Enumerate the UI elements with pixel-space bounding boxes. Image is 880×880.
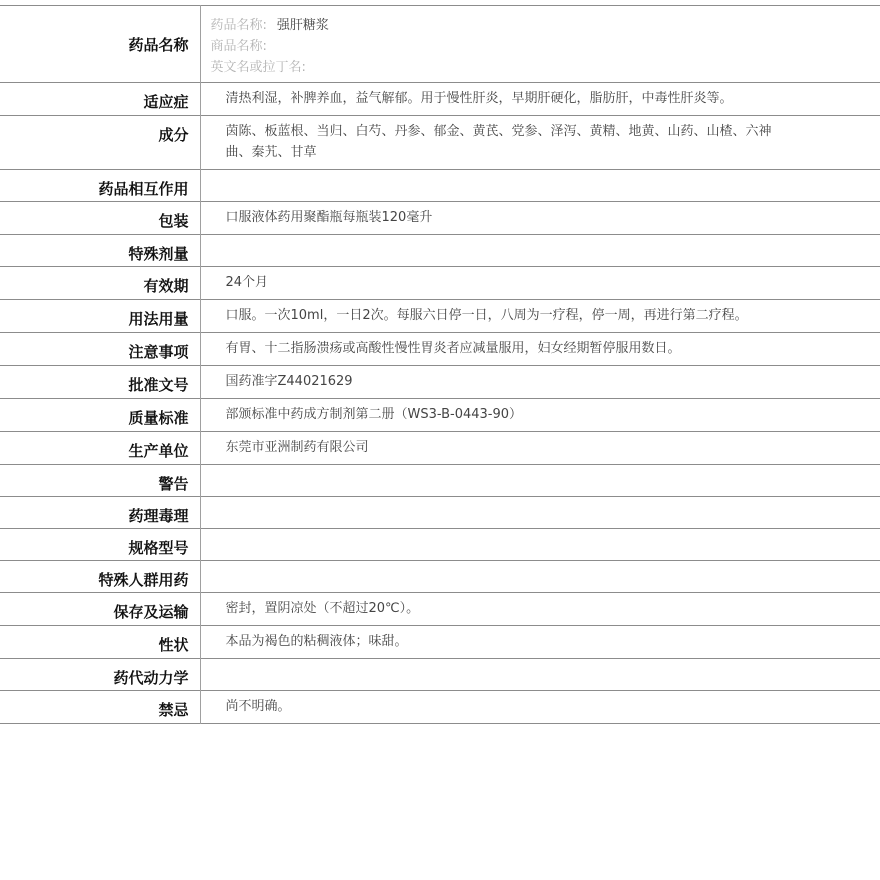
generic-name-label: 药品名称: [210, 18, 267, 33]
info-row-label: 成分 [0, 116, 200, 170]
info-row [0, 399, 880, 432]
info-row-label: 注意事项 [0, 333, 200, 366]
info-row-label: 特殊人群用药 [0, 561, 200, 593]
info-row-value: 口服。一次10ml，一日2次。每服六日停一日，八周为一疗程，停一周，再进行第二疗程。 [225, 308, 748, 323]
drug-name-header: 药品名称 [0, 6, 200, 83]
info-row-value: 尚不明确。 [225, 699, 291, 714]
info-row-value [200, 529, 880, 561]
info-row-label: 特殊剂量 [0, 235, 200, 267]
info-row-value [200, 561, 880, 593]
info-row-value [200, 659, 880, 691]
info-row-label: 规格型号 [0, 529, 200, 561]
latin-name-line [211, 57, 880, 78]
info-row [0, 465, 880, 497]
info-row-label: 适应症 [0, 83, 200, 116]
info-row [0, 659, 880, 691]
info-row [0, 202, 880, 235]
info-row [0, 300, 880, 333]
info-row [0, 83, 880, 116]
info-row-label: 药理毒理 [0, 497, 200, 529]
info-row-label: 包装 [0, 202, 200, 235]
info-row-label: 有效期 [0, 267, 200, 300]
info-row [0, 497, 880, 529]
info-row-label: 质量标准 [0, 399, 200, 432]
info-row [0, 333, 880, 366]
info-row [0, 170, 880, 202]
info-row-label: 批准文号 [0, 366, 200, 399]
info-row-label: 禁忌 [0, 691, 200, 724]
info-row [0, 561, 880, 593]
info-row-value: 本品为褐色的粘稠液体；味甜。 [225, 634, 408, 649]
info-row-value: 茵陈、板蓝根、当归、白芍、丹参、郁金、黄芪、党参、泽泻、黄精、地黄、山药、山楂、六神曲、秦艽、甘草 [225, 124, 772, 160]
info-row-value [200, 170, 880, 202]
info-row [0, 267, 880, 300]
info-row-label: 用法用量 [0, 300, 200, 333]
info-row [0, 432, 880, 465]
info-row-label: 药品相互作用 [0, 170, 200, 202]
info-row-label: 性状 [0, 626, 200, 659]
info-row-value [200, 465, 880, 497]
info-row [0, 235, 880, 267]
trade-name-label: 商品名称: [210, 39, 267, 54]
info-row [0, 626, 880, 659]
info-row-value: 有胃、十二指肠溃疡或高酸性慢性胃炎者应减量服用，妇女经期暂停服用数日。 [225, 341, 681, 356]
info-row-value: 东莞市亚洲制药有限公司 [225, 440, 369, 455]
info-row-label: 警告 [0, 465, 200, 497]
info-row-value: 口服液体药用聚酯瓶每瓶装120毫升 [225, 210, 433, 225]
info-row [0, 593, 880, 626]
info-row-value: 密封，置阴凉处（不超过20℃）。 [225, 601, 420, 616]
info-row-value: 24个月 [225, 275, 269, 290]
info-row-label: 生产单位 [0, 432, 200, 465]
info-row-label: 保存及运输 [0, 593, 200, 626]
generic-name-value: 强肝糖浆 [276, 18, 329, 33]
info-row [0, 366, 880, 399]
drug-name-details [200, 6, 880, 83]
info-row [0, 529, 880, 561]
info-row-value: 国药准字Z44021629 [225, 374, 353, 389]
info-row [0, 116, 880, 170]
latin-name-label: 英文名或拉丁名: [210, 60, 306, 75]
drug-info-table-body [0, 6, 880, 724]
info-row-value [200, 235, 880, 267]
info-row-value: 清热利湿，补脾养血，益气解郁。用于慢性肝炎，早期肝硬化，脂肪肝，中毒性肝炎等。 [225, 91, 733, 106]
drug-name-row [0, 6, 880, 83]
generic-name-line [211, 15, 880, 36]
trade-name-line [211, 36, 880, 57]
info-row-value: 部颁标准中药成方制剂第二册（WS3-B-0443-90） [225, 407, 523, 422]
info-row-label: 药代动力学 [0, 659, 200, 691]
info-row [0, 691, 880, 724]
info-row-value [200, 497, 880, 529]
drug-info-table [0, 5, 880, 724]
